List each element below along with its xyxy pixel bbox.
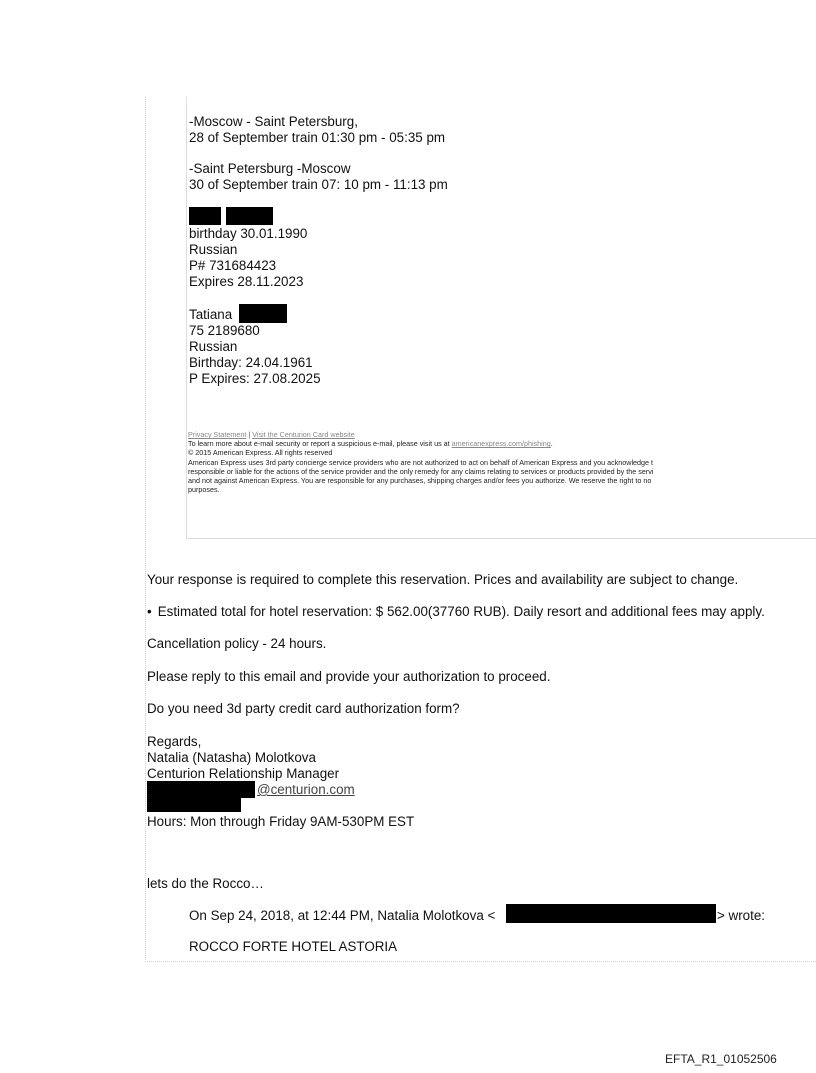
passenger-2-passport: 75 2189680 [189, 323, 260, 338]
passenger-1-details [189, 226, 307, 290]
passenger-2-nationality: Russian [189, 339, 238, 354]
security-end: . [550, 439, 553, 449]
bullet: • [147, 604, 152, 619]
passenger-2-first-name: Tatiana [189, 307, 233, 322]
phishing-link[interactable]: americanexpress.com/phishing [451, 439, 551, 449]
inner-quote-border-left [186, 97, 187, 538]
legal-links [188, 430, 653, 439]
passenger-1-birthday: birthday 30.01.1990 [189, 226, 308, 241]
security-text: To learn more about e-mail security or report a suspicious e-mail, please visit us at [188, 439, 450, 449]
passenger-1-nationality: Russian [189, 242, 238, 257]
sender-name: Natalia (Natasha) Molotkova [147, 750, 316, 765]
redaction-box [506, 904, 716, 923]
redaction-box [226, 207, 273, 225]
quote-border-left [145, 97, 147, 962]
reply-request: Please reply to this email and provide your authorization to proceed. [147, 669, 551, 684]
estimate-text: Estimated total for hotel reservation: $ 562.00(37760 RUB). Daily resort and additional fees may apply. [157, 604, 765, 619]
inner-quote-border-bottom [186, 538, 816, 539]
itinerary-trip-1 [189, 114, 445, 146]
trip-1-time: 28 of September train 01:30 pm - 05:35 pm [189, 130, 446, 145]
passenger-2-expires: P Expires: 27.08.2025 [189, 371, 321, 386]
passenger-2-birthday: Birthday: 24.04.1961 [189, 355, 313, 370]
redaction-box [189, 207, 221, 225]
trip-2-route: -Saint Petersburg -Moscow [189, 161, 351, 176]
copyright: © 2015 American Express. All rights reserved [188, 448, 333, 458]
link-separator: | [248, 430, 251, 439]
cancellation-policy: Cancellation policy - 24 hours. [147, 636, 327, 651]
reply-text: lets do the Rocco… [147, 876, 264, 891]
passenger-1-passport: P# 731684423 [189, 258, 277, 273]
sender-title: Centurion Relationship Manager [147, 766, 340, 781]
redaction-box [147, 797, 241, 812]
quote-border-bottom [145, 961, 816, 962]
quote-header [189, 908, 495, 924]
document-id: EFTA_R1_01052506 [665, 1052, 777, 1066]
trip-1-route: -Moscow - Saint Petersburg, [189, 114, 358, 129]
redaction-box [239, 304, 287, 323]
quote-prefix: On Sep 24, 2018, at 12:44 PM, Natalia Molotkova < [189, 908, 496, 923]
signature [147, 734, 339, 782]
disclaimer-line-3: and not against American Express. You are responsible for any purchases, shipping charges and/or fees you authorize. We reserve the right to no [188, 476, 652, 486]
estimate-list-item [147, 604, 765, 620]
form-question: Do you need 3d party credit card authorization form? [147, 701, 460, 716]
disclaimer-line-1: American Express uses 3rd party concierge service providers who are not authorized to act on behalf of American Express and you acknowledge t [188, 457, 654, 467]
itinerary-trip-2 [189, 161, 448, 193]
response-required-text: Your response is required to complete this reservation. Prices and availability are subject to change. [147, 572, 739, 587]
security-notice [188, 439, 653, 448]
regards: Regards, [147, 734, 202, 749]
legal-footer [188, 430, 653, 494]
redaction-box [147, 781, 255, 798]
privacy-statement-link[interactable]: Privacy Statement [188, 430, 247, 439]
sender-email-link[interactable]: @centurion.com [257, 782, 355, 797]
trip-2-time: 30 of September train 07: 10 pm - 11:13 pm [189, 177, 448, 192]
hotel-name: ROCCO FORTE HOTEL ASTORIA [189, 939, 398, 954]
quote-suffix: > wrote: [717, 908, 766, 923]
business-hours: Hours: Mon through Friday 9AM-530PM EST [147, 814, 415, 829]
passenger-1-expires: Expires 28.11.2023 [189, 274, 304, 289]
disclaimer-line-4: purposes. [188, 485, 220, 495]
centurion-website-link[interactable]: Visit the Centurion Card website [252, 430, 355, 439]
disclaimer-line-2: responsible or liable for the actions of the service provider and the only remedy for any claims relating to services or products provided by the servi [188, 466, 654, 476]
